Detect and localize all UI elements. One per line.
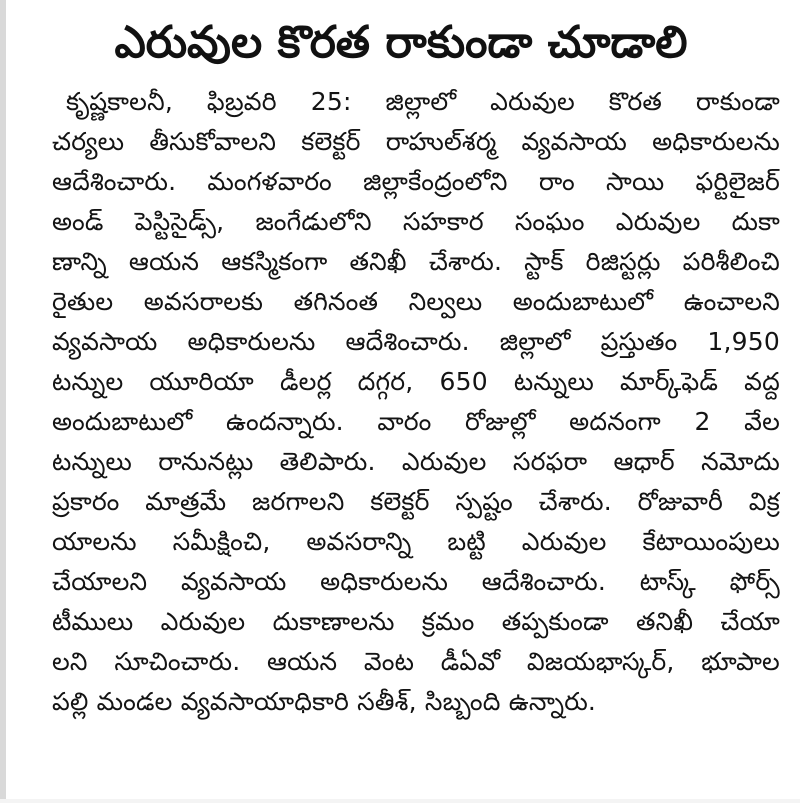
page-edge bbox=[0, 799, 800, 803]
article-line: అండ్ పెస్టిసైడ్స్, జంగేడులోని సహకార సంఘం ఎరువుల దుకా bbox=[52, 207, 780, 236]
article-body bbox=[52, 82, 780, 722]
article-line: లని సూచించారు. ఆయన వెంట డీఏవో విజయభాస్కర్, భూపాల bbox=[52, 647, 780, 676]
article-line: ఆదేశించారు. మంగళవారం జిల్లాకేంద్రంలోని రాం సాయి ఫర్టిలైజర్ bbox=[52, 167, 780, 196]
article-line: పల్లి మండల వ్యవసాయాధికారి సతీశ్, సిబ్బంది ఉన్నారు. bbox=[52, 687, 597, 716]
article-line: యాలను సమీక్షించి, అవసరాన్ని బట్టి ఎరువుల కేటాయింపులు bbox=[52, 527, 780, 556]
article-line: టీములు ఎరువుల దుకాణాలను క్రమం తప్పకుండా తనిఖీ చేయా bbox=[52, 607, 780, 636]
column-rule bbox=[0, 0, 6, 803]
article-line: ప్రకారం మాత్రమే జరగాలని కలెక్టర్ స్పష్టం చేశారు. రోజువారీ విక్ర bbox=[52, 487, 780, 516]
article-line: అందుబాటులో ఉందన్నారు. వారం రోజుల్లో అదనంగా 2 వేల bbox=[52, 407, 780, 436]
article-line: చర్యలు తీసుకోవాలని కలెక్టర్ రాహుల్‌శర్మ వ్యవసాయ అధికారులను bbox=[52, 127, 780, 156]
article-line: టన్నుల యూరియా డీలర్ల దగ్గర, 650 టన్నులు మార్క్‌ఫెడ్ వద్ద bbox=[52, 367, 780, 396]
article-headline: ఎరువుల కొరత రాకుండా చూడాలి bbox=[114, 17, 688, 68]
article-line: టన్నులు రానునట్లు తెలిపారు. ఎరువుల సరఫరా ఆధార్ నమోదు bbox=[52, 447, 780, 476]
article-line: కృష్ణకాలనీ, ఫిబ్రవరి 25: జిల్లాలో ఎరువుల కొరత రాకుండా bbox=[66, 87, 780, 116]
article-line: రైతుల అవసరాలకు తగినంత నిల్వలు అందుబాటులో ఉంచాలని bbox=[52, 287, 780, 316]
article-line: వ్యవసాయ అధికారులను ఆదేశించారు. జిల్లాలో ప్రస్తుతం 1,950 bbox=[52, 327, 780, 356]
article-line: ణాన్ని ఆయన ఆకస్మికంగా తనిఖీ చేశారు. స్టాక్ రిజిస్టర్లు పరిశీలించి bbox=[52, 247, 780, 276]
article-line: చేయాలని వ్యవసాయ అధికారులను ఆదేశించారు. టాస్క్ ఫోర్స్ bbox=[52, 567, 780, 596]
